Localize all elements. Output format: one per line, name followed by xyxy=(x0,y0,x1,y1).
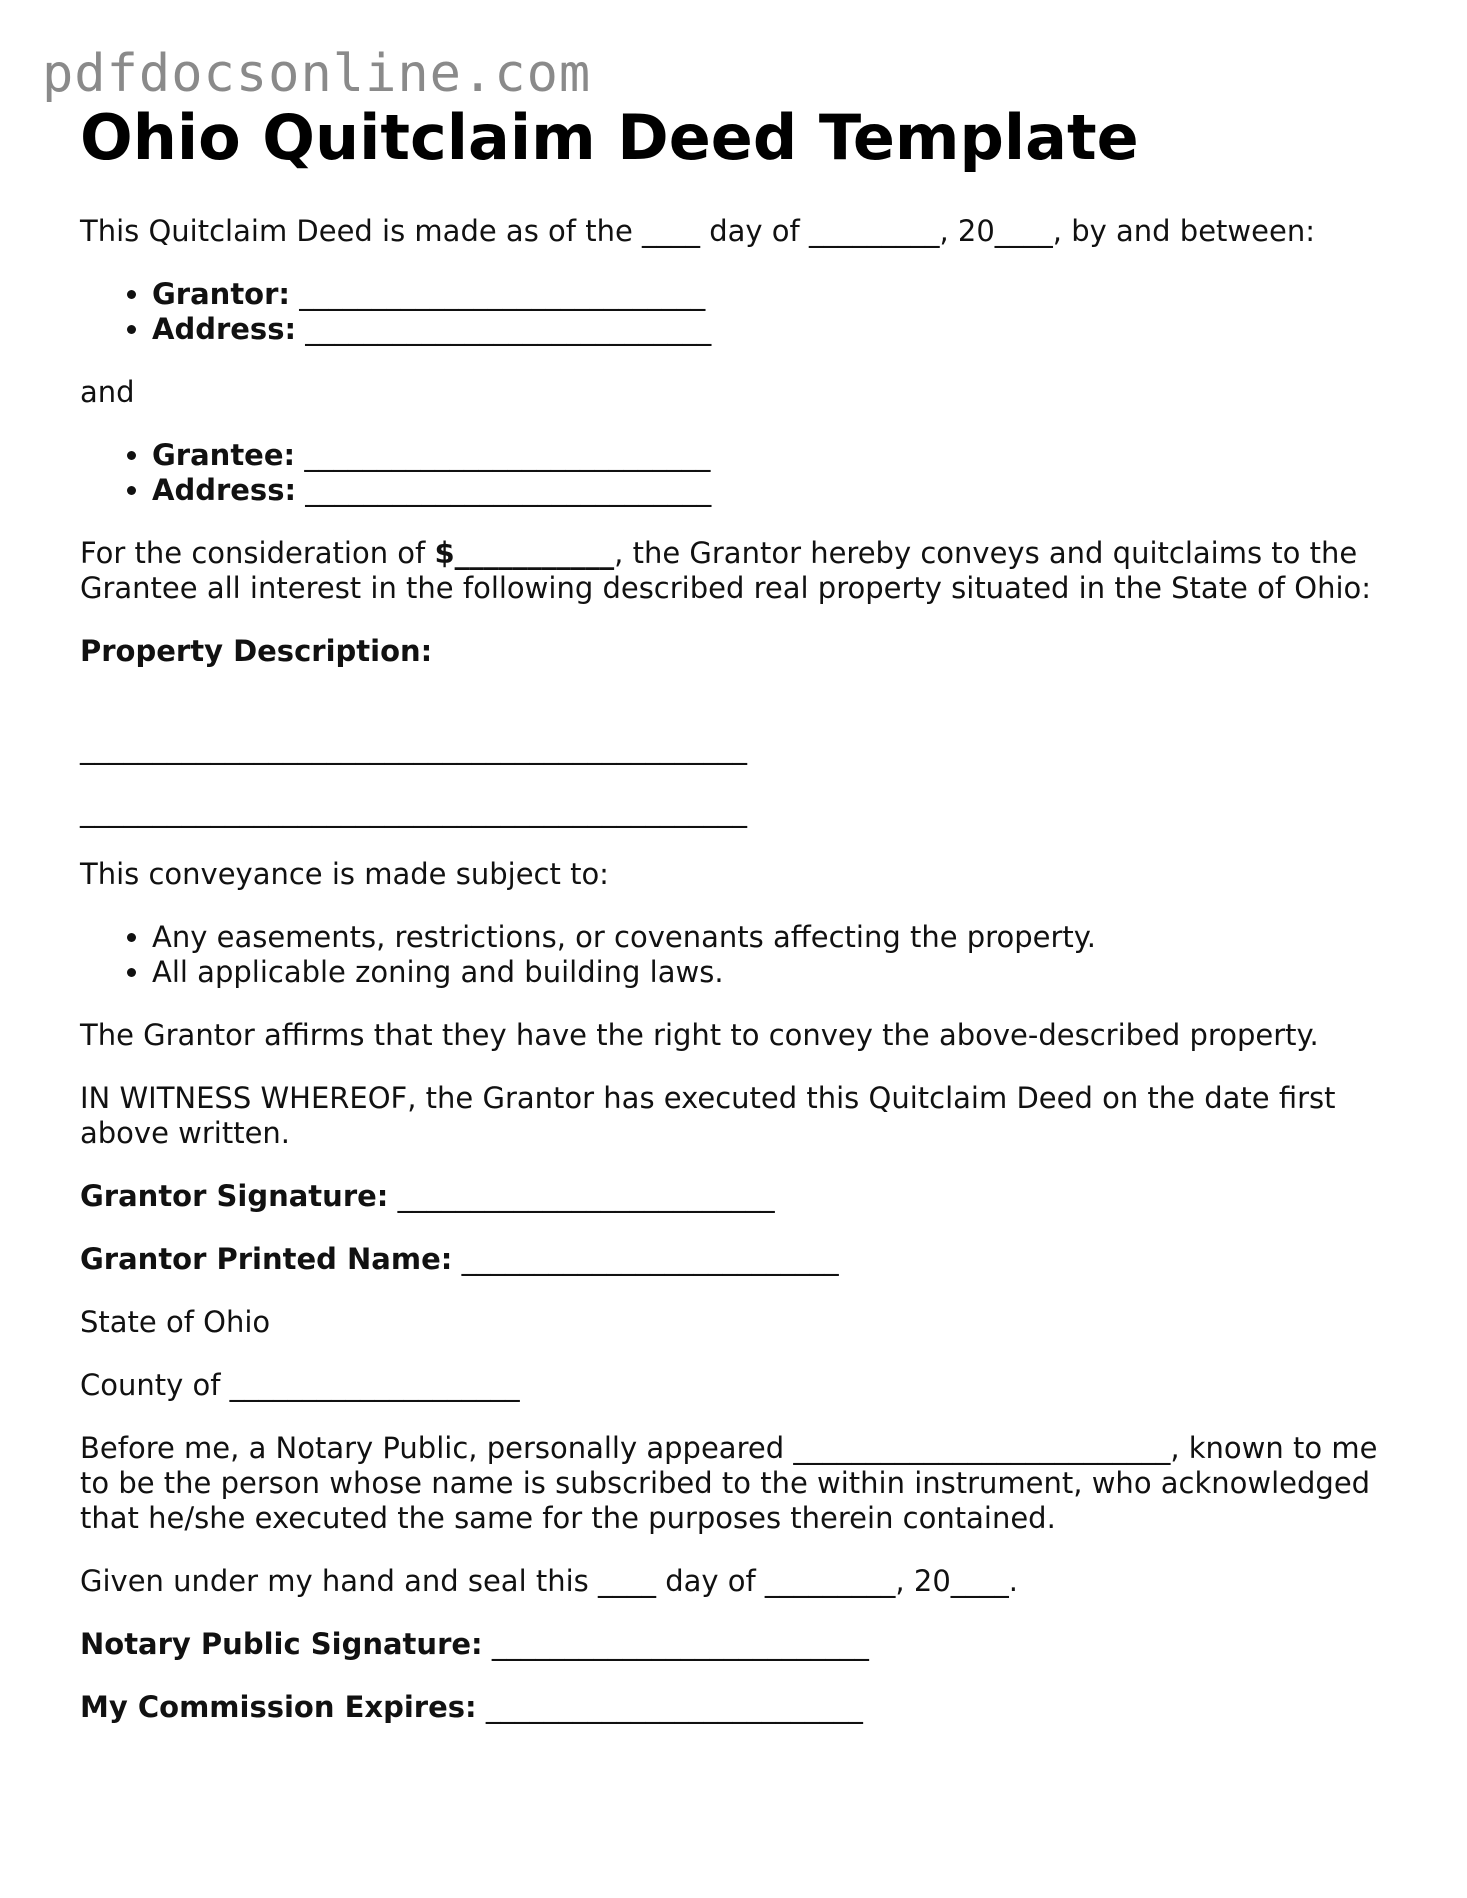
document-body xyxy=(80,96,1400,1753)
commission-label: My Commission Expires: xyxy=(80,1690,477,1724)
grantor-signature-blank[interactable]: __________________________ xyxy=(388,1179,775,1213)
given-paragraph: Given under my hand and seal this ____ day of _________, 20____. xyxy=(80,1564,1018,1598)
grantee-address-label: Address: xyxy=(152,473,297,507)
property-line[interactable]: ______________________________________________ xyxy=(80,794,747,828)
grantor-label: Grantor: xyxy=(152,277,291,311)
consideration-post: , the Grantor hereby conveys and quitclaims to the Grantee all interest in the following described real property situated in the State of Ohio: xyxy=(80,536,1372,605)
commission-blank[interactable]: __________________________ xyxy=(476,1690,863,1724)
notary-signature-label: Notary Public Signature: xyxy=(80,1627,483,1661)
grantor-address-label: Address: xyxy=(152,312,297,346)
list-item: • Any easements, restrictions, or covenants affecting the property. xyxy=(152,920,1400,955)
document-title: Ohio Quitclaim Deed Template xyxy=(80,101,1139,174)
list-item xyxy=(152,312,1400,347)
watermark: pdfdocsonline.com xyxy=(42,44,592,104)
grantor-printed-blank[interactable]: __________________________ xyxy=(452,1242,839,1276)
consideration-paragraph xyxy=(80,536,1400,606)
consideration-pre: For the consideration of xyxy=(80,536,435,570)
and-text: and xyxy=(80,375,135,409)
notary-signature-line xyxy=(80,1627,1400,1662)
grantor-list xyxy=(80,277,1400,347)
grantee-blank[interactable]: ____________________________ xyxy=(304,438,711,472)
commission-line xyxy=(80,1690,1400,1725)
grantor-address-blank[interactable]: ____________________________ xyxy=(305,312,712,346)
notary-paragraph: Before me, a Notary Public, personally appeared __________________________, known to me to be the person whose name is subscribed to the within instrument, who acknowledged that he/she executed the same for the purposes therein contained. xyxy=(80,1431,1378,1535)
property-heading: Property Description: xyxy=(80,634,433,668)
grantee-list xyxy=(80,438,1400,508)
grantor-printed-label: Grantor Printed Name: xyxy=(80,1242,453,1276)
grantee-address-blank[interactable]: ____________________________ xyxy=(305,473,712,507)
grantor-printed-line xyxy=(80,1242,1400,1277)
subject-list xyxy=(80,920,1400,990)
consideration-amount[interactable]: $___________ xyxy=(434,536,615,570)
grantor-signature-line xyxy=(80,1179,1400,1214)
list-item xyxy=(152,438,1400,473)
county-line[interactable]: County of ____________________ xyxy=(80,1368,520,1402)
grantor-blank[interactable]: ____________________________ xyxy=(299,277,706,311)
notary-signature-blank[interactable]: __________________________ xyxy=(482,1627,869,1661)
list-item: • All applicable zoning and building laws. xyxy=(152,955,1400,990)
subject-intro: This conveyance is made subject to: xyxy=(80,857,609,891)
witness-paragraph: IN WITNESS WHEREOF, the Grantor has executed this Quitclaim Deed on the date first above written. xyxy=(80,1081,1336,1150)
list-item xyxy=(152,277,1400,312)
grantee-label: Grantee: xyxy=(152,438,296,472)
affirm-paragraph: The Grantor affirms that they have the right to convey the above-described property. xyxy=(80,1018,1319,1052)
state-line: State of Ohio xyxy=(80,1305,271,1339)
grantor-signature-label: Grantor Signature: xyxy=(80,1179,389,1213)
intro-paragraph: This Quitclaim Deed is made as of the ____ day of _________, 20____, by and between: xyxy=(80,214,1315,248)
list-item xyxy=(152,473,1400,508)
property-line[interactable]: ______________________________________________ xyxy=(80,731,747,765)
